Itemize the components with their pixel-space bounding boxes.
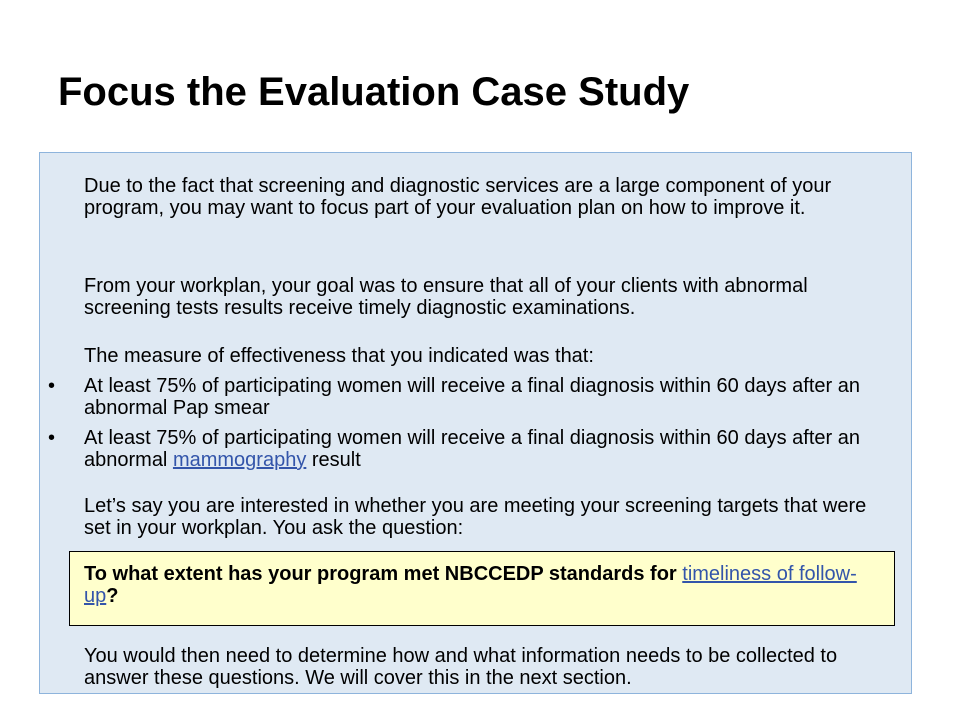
bullet-text-before: At least 75% of participating women will receive a final diagnosis within 60 days after an abnormal [84, 427, 860, 471]
bullet-dot: • [48, 427, 56, 449]
timeliness-link[interactable]: timeliness of follow-up [84, 563, 857, 607]
bullet-text-after: result [306, 449, 361, 471]
bullet-item-pap [48, 375, 878, 419]
mammography-link[interactable]: mammography [172, 449, 307, 471]
goal-paragraph: From your workplan, your goal was to ensure that all of your clients with abnormal screening tests results receive timely diagnostic examinations. [84, 275, 808, 319]
intro-paragraph: Due to the fact that screening and diagnostic services are a large component of your program, you may want to focus part of your evaluation plan on how to improve it. [84, 175, 832, 219]
question-text [84, 563, 884, 607]
bullet-text [84, 427, 874, 471]
measure-intro: The measure of effectiveness that you indicated was that: [84, 345, 594, 367]
bullet-text: At least 75% of participating women will receive a final diagnosis within 60 days after an abnormal Pap smear [84, 375, 860, 419]
question-text-after: ? [106, 585, 119, 607]
question-text-before: To what extent has your program met NBCCEDP standards for [84, 563, 683, 585]
slide-title: Focus the Evaluation Case Study [58, 70, 690, 114]
targets-paragraph: Let’s say you are interested in whether you are meeting your screening targets that were set in your workplan. You ask the question: [84, 495, 867, 539]
closing-paragraph: You would then need to determine how and what information needs to be collected to answer these questions. We will cover this in the next section. [84, 645, 838, 689]
bullet-item-mammography [48, 427, 878, 471]
bullet-dot: • [48, 375, 56, 397]
